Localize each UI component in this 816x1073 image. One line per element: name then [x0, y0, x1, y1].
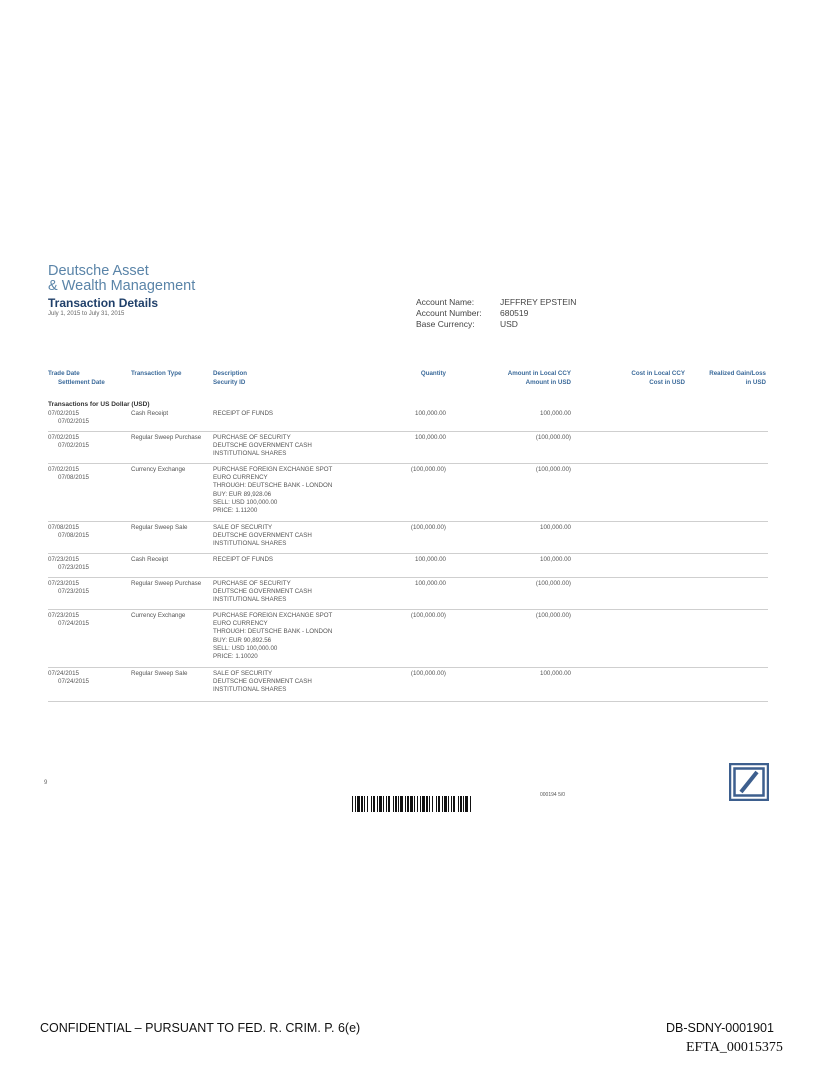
header-amount-local-label: Amount in Local CCY: [507, 370, 571, 377]
header-amount: [448, 370, 571, 387]
description-line: INSTITUTIONAL SHARES: [213, 596, 287, 604]
description-line: PURCHASE FOREIGN EXCHANGE SPOT: [213, 466, 333, 473]
settlement-date: 07/23/2015: [58, 588, 89, 596]
page-number: 9: [44, 780, 48, 786]
base-currency-value: USD: [500, 319, 518, 329]
transaction-row: [48, 410, 768, 432]
settlement-date: 07/24/2015: [58, 678, 89, 686]
deutsche-bank-logo-icon: [729, 763, 769, 801]
amount: 100,000.00: [540, 556, 571, 563]
settlement-date: 07/02/2015: [58, 442, 89, 450]
header-quantity: Quantity: [420, 370, 446, 377]
quantity: 100,000.00: [415, 434, 446, 441]
trade-date: 07/23/2015: [48, 580, 79, 587]
account-name-label: Account Name:: [416, 297, 475, 307]
header-settlement-date-label: Settlement Date: [58, 378, 105, 386]
description-line: INSTITUTIONAL SHARES: [213, 686, 287, 694]
section-title: Transactions for US Dollar (USD): [48, 401, 150, 408]
settlement-date: 07/23/2015: [58, 564, 89, 572]
header-cost-usd-label: Cost in USD: [649, 378, 685, 386]
header-cost-local-label: Cost in Local CCY: [631, 370, 685, 377]
transaction-type: Regular Sweep Purchase: [131, 434, 202, 441]
base-currency-row: [416, 319, 576, 330]
quantity: 100,000.00: [415, 410, 446, 417]
account-number-row: [416, 308, 576, 319]
amount: 100,000.00: [540, 670, 571, 677]
header-gain-loss: [688, 370, 766, 387]
description-line: EURO CURRENCY: [213, 474, 268, 482]
amount: (100,000.00): [535, 466, 571, 473]
description-line: DEUTSCHE GOVERNMENT CASH: [213, 588, 312, 596]
transaction-type: Regular Sweep Sale: [131, 524, 188, 531]
description-line: PRICE: 1.11200: [213, 507, 258, 515]
description-line: SALE OF SECURITY: [213, 524, 273, 531]
settlement-date: 07/24/2015: [58, 620, 89, 628]
transaction-row: [48, 670, 768, 702]
bates-number-db: DB-SDNY-0001901: [666, 1021, 774, 1035]
quantity: (100,000.00): [410, 466, 446, 473]
description-line: RECEIPT OF FUNDS: [213, 410, 274, 417]
description-line: THROUGH: DEUTSCHE BANK - LONDON: [213, 628, 333, 636]
trade-date: 07/02/2015: [48, 410, 79, 417]
account-info: [416, 297, 576, 330]
description-line: PRICE: 1.10020: [213, 653, 258, 661]
description: [213, 466, 332, 515]
description: [213, 524, 312, 549]
header-description-label: Description: [213, 370, 248, 377]
amount: (100,000.00): [535, 612, 571, 619]
account-number-label: Account Number:: [416, 308, 482, 318]
transaction-type: Cash Receipt: [131, 556, 169, 563]
trade-date: 07/02/2015: [48, 434, 79, 441]
description-line: SALE OF SECURITY: [213, 670, 273, 677]
header-security-id-label: Security ID: [213, 378, 246, 386]
description-line: EURO CURRENCY: [213, 620, 268, 628]
description-line: PURCHASE OF SECURITY: [213, 580, 291, 587]
trade-date: 07/23/2015: [48, 612, 79, 619]
description-line: SELL: USD 100,000.00: [213, 644, 278, 652]
transaction-type: Currency Exchange: [131, 612, 186, 619]
transaction-row: [48, 556, 768, 578]
header-transaction-type: Transaction Type: [131, 370, 182, 377]
description-line: THROUGH: DEUTSCHE BANK - LONDON: [213, 482, 333, 490]
base-currency-label: Base Currency:: [416, 319, 475, 329]
brand-line-1: Deutsche Asset: [48, 263, 149, 279]
header-amount-usd-label: Amount in USD: [525, 378, 571, 386]
header-gain-loss-usd-label: in USD: [745, 378, 766, 386]
description-line: INSTITUTIONAL SHARES: [213, 540, 287, 548]
description-line: SELL: USD 100,000.00: [213, 498, 278, 506]
amount: (100,000.00): [535, 434, 571, 441]
description-line: BUY: EUR 90,892.56: [213, 636, 272, 644]
transaction-type: Currency Exchange: [131, 466, 186, 473]
account-name-row: [416, 297, 576, 308]
amount: (100,000.00): [535, 580, 571, 587]
trade-date: 07/08/2015: [48, 524, 79, 531]
description-line: INSTITUTIONAL SHARES: [213, 450, 287, 458]
transaction-type: Regular Sweep Purchase: [131, 580, 202, 587]
trade-date: 07/23/2015: [48, 556, 79, 563]
transaction-type: Cash Receipt: [131, 410, 169, 417]
quantity: (100,000.00): [410, 524, 446, 531]
description: [213, 612, 332, 661]
description-line: DEUTSCHE GOVERNMENT CASH: [213, 678, 312, 686]
account-number-value: 680519: [500, 308, 529, 318]
settlement-date: 07/02/2015: [58, 418, 89, 426]
header-description: [213, 370, 247, 387]
transaction-row: [48, 524, 768, 554]
report-period: July 1, 2015 to July 31, 2015: [48, 311, 125, 317]
header-trade-date-label: Trade Date: [48, 370, 80, 377]
sequence-number: 000194 5/0: [540, 792, 566, 798]
quantity: (100,000.00): [410, 612, 446, 619]
description-line: RECEIPT OF FUNDS: [213, 556, 274, 563]
description-line: DEUTSCHE GOVERNMENT CASH: [213, 532, 312, 540]
trade-date: 07/24/2015: [48, 670, 79, 677]
amount: 100,000.00: [540, 524, 571, 531]
brand-logo-text: [48, 264, 195, 293]
settlement-date: 07/08/2015: [58, 474, 89, 482]
quantity: 100,000.00: [415, 556, 446, 563]
confidential-notice: CONFIDENTIAL – PURSUANT TO FED. R. CRIM. P. 6(e): [40, 1021, 361, 1035]
barcode-icon: [352, 796, 472, 812]
description: [213, 670, 312, 695]
report-title: Transaction Details: [48, 296, 159, 310]
description: [213, 410, 273, 418]
account-name-value: JEFFREY EPSTEIN: [500, 297, 577, 307]
description-line: PURCHASE OF SECURITY: [213, 434, 291, 441]
brand-line-2: & Wealth Management: [48, 277, 196, 294]
transaction-type: Regular Sweep Sale: [131, 670, 188, 677]
trade-date: 07/02/2015: [48, 466, 79, 473]
amount: 100,000.00: [540, 410, 571, 417]
transaction-row: [48, 612, 768, 668]
description: [213, 434, 312, 459]
description-line: PURCHASE FOREIGN EXCHANGE SPOT: [213, 612, 333, 619]
quantity: 100,000.00: [415, 580, 446, 587]
quantity: (100,000.00): [410, 670, 446, 677]
transaction-row: [48, 580, 768, 610]
settlement-date: 07/08/2015: [58, 532, 89, 540]
description-line: BUY: EUR 89,928.06: [213, 490, 272, 498]
header-cost: [585, 370, 685, 387]
header-trade-date: [48, 370, 105, 387]
header-gain-loss-label: Realized Gain/Loss: [709, 370, 766, 377]
description: [213, 580, 312, 605]
bates-number-efta: EFTA_00015375: [686, 1040, 783, 1055]
transaction-row: [48, 434, 768, 464]
description-line: DEUTSCHE GOVERNMENT CASH: [213, 442, 312, 450]
transaction-row: [48, 466, 768, 522]
description: [213, 556, 273, 564]
